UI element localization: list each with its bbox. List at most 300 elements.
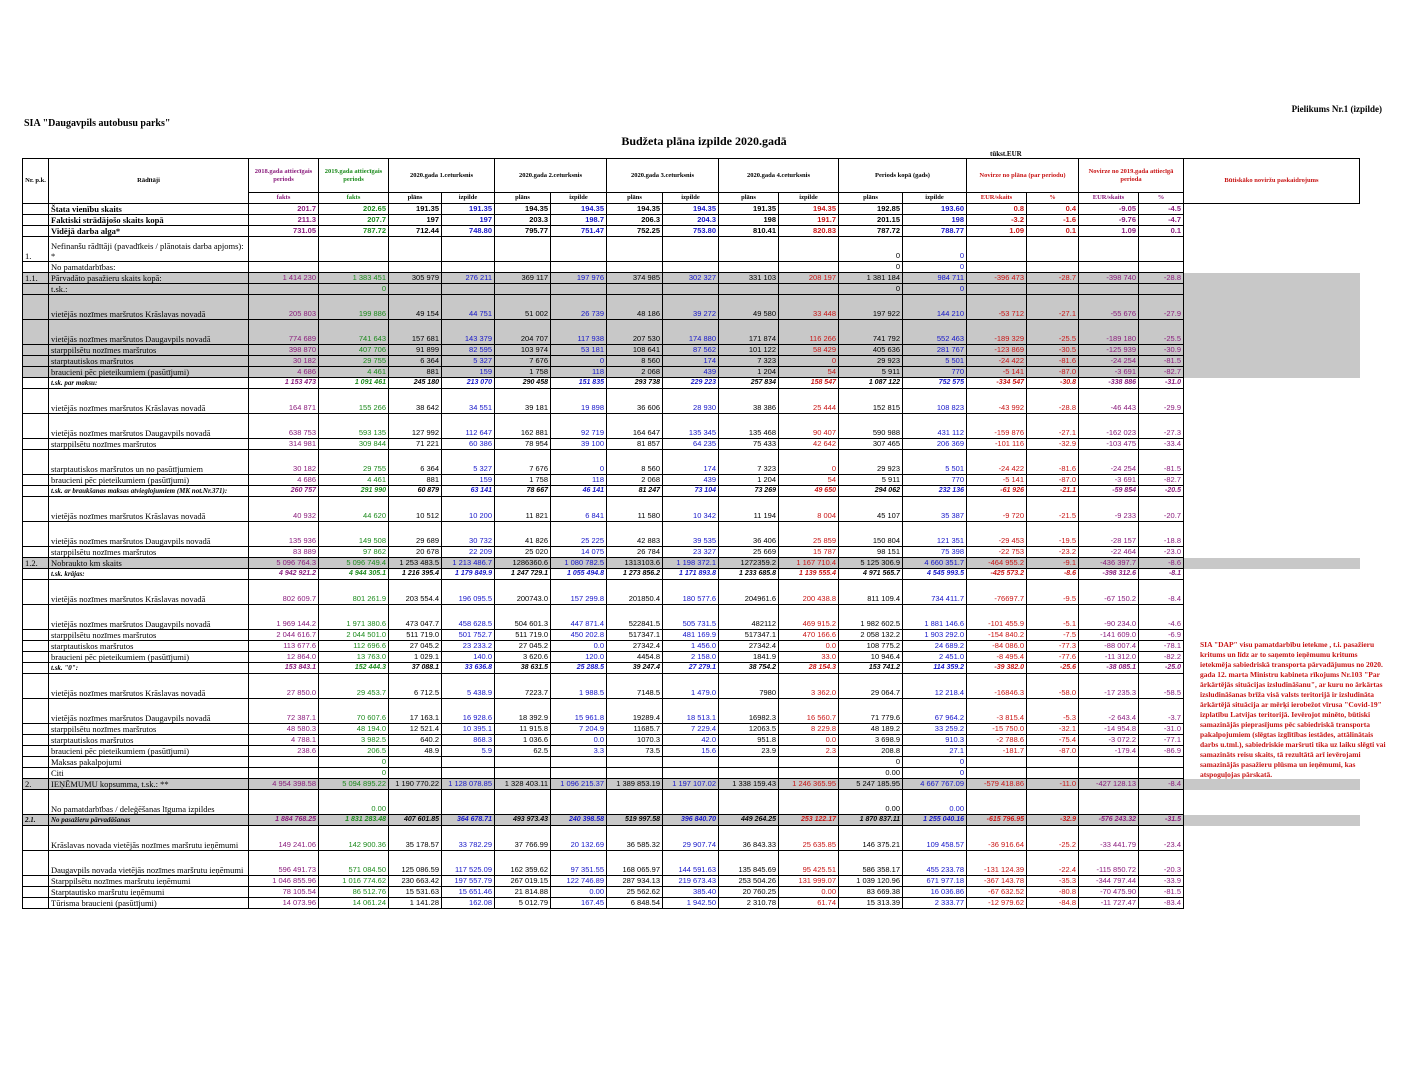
row-value: 36 585.32 xyxy=(607,826,663,851)
row-value: 219 673.43 xyxy=(663,876,719,887)
row-number: 2.1. xyxy=(23,815,49,826)
row-value: 8 004 xyxy=(779,497,839,522)
row-value: 1 383 451 xyxy=(319,273,389,284)
table-row xyxy=(23,378,1360,389)
row-value: 194.35 xyxy=(551,204,607,215)
row-value: -88 007.4 xyxy=(1079,641,1139,652)
row-value xyxy=(663,768,719,779)
row-value xyxy=(663,757,719,768)
row-value: 267 019.15 xyxy=(495,876,551,887)
row-value: 194.35 xyxy=(495,204,551,215)
row-value: 75 433 xyxy=(719,439,779,450)
row-value: 14 075 xyxy=(551,547,607,558)
row-value: 5 438.9 xyxy=(442,674,495,699)
row-value: 36 843.33 xyxy=(719,826,779,851)
row-value: 596 491.73 xyxy=(249,851,319,876)
row-value: 168 065.97 xyxy=(607,851,663,876)
row-value: 204961.6 xyxy=(719,580,779,605)
row-value: 787.72 xyxy=(319,226,389,237)
row-value: 198 xyxy=(719,215,779,226)
row-value: 150 804 xyxy=(839,522,903,547)
row-label: braucieni pēc pieteikumiem (pasūtījumi) xyxy=(49,746,249,757)
row-value: 17 163.1 xyxy=(389,699,442,724)
row-value: 230 663.42 xyxy=(389,876,442,887)
row-label: starptautiskos maršrutos un no pasūtījumiem xyxy=(49,450,249,475)
row-value: 309 844 xyxy=(319,439,389,450)
row-value: 143 379 xyxy=(442,320,495,345)
row-value: 25 020 xyxy=(495,547,551,558)
row-value: 473 047.7 xyxy=(389,605,442,630)
row-value: 302 327 xyxy=(663,273,719,284)
row-value: 196 095.5 xyxy=(442,580,495,605)
row-value: -29.9 xyxy=(1139,389,1184,414)
sub-fakts: fakts xyxy=(249,193,319,204)
row-value: -3.2 xyxy=(967,215,1027,226)
row-value xyxy=(495,790,551,815)
row-number xyxy=(23,367,49,378)
row-value xyxy=(389,790,442,815)
row-value: 1 198 372.1 xyxy=(663,558,719,569)
row-value xyxy=(1027,790,1079,815)
row-value: -81.5 xyxy=(1139,356,1184,367)
table-row xyxy=(23,439,1360,450)
row-value: 307 465 xyxy=(839,439,903,450)
row-value xyxy=(551,284,607,295)
row-value: 131 999.07 xyxy=(779,876,839,887)
header-dev-plan: Novirze no plāna (par periodu) xyxy=(967,159,1079,193)
row-value: 0 xyxy=(551,356,607,367)
row-value: -28.7 xyxy=(1027,273,1079,284)
row-number: 2. xyxy=(23,779,49,790)
row-value: 27.1 xyxy=(903,746,967,757)
table-row xyxy=(23,522,1360,547)
row-value: 83 889 xyxy=(249,547,319,558)
budget-table xyxy=(22,158,1360,909)
row-value xyxy=(967,757,1027,768)
row-value: -20.3 xyxy=(1139,851,1184,876)
row-value: 97 351.55 xyxy=(551,851,607,876)
row-value: 0 xyxy=(839,237,903,262)
row-value: 16 928.6 xyxy=(442,699,495,724)
row-label: Maksas pakalpojumi xyxy=(49,757,249,768)
row-value: 11 821 xyxy=(495,497,551,522)
row-value: 7980 xyxy=(719,674,779,699)
row-number xyxy=(23,699,49,724)
row-value: -396 473 xyxy=(967,273,1027,284)
row-value: 2.3 xyxy=(779,746,839,757)
row-label: starppilsētu nozīmes maršrutos xyxy=(49,547,249,558)
row-value: 1 988.5 xyxy=(551,674,607,699)
row-value: 83 669.38 xyxy=(839,887,903,898)
row-value: 1 831 283.48 xyxy=(319,815,389,826)
row-value: -11 312.0 xyxy=(1079,652,1139,663)
row-value: 108 641 xyxy=(607,345,663,356)
row-value: -2 643.4 xyxy=(1079,699,1139,724)
row-value: 951.8 xyxy=(719,735,779,746)
row-value: 48 186 xyxy=(607,295,663,320)
row-value: 49 650 xyxy=(779,486,839,497)
row-label: t.sk. krājas: xyxy=(49,569,249,580)
row-value: -20.7 xyxy=(1139,497,1184,522)
sub-izpilde: izpilde xyxy=(779,193,839,204)
row-value: -5 141 xyxy=(967,367,1027,378)
row-value: -615 796.95 xyxy=(967,815,1027,826)
row-value: 38 642 xyxy=(389,389,442,414)
row-value: 194.35 xyxy=(779,204,839,215)
row-number xyxy=(23,356,49,367)
row-value xyxy=(1079,790,1139,815)
row-value: -7.5 xyxy=(1027,630,1079,641)
row-label: Vidējā darba alga* xyxy=(49,226,249,237)
sub-plans: plāns xyxy=(389,193,442,204)
row-value: 0.8 xyxy=(967,204,1027,215)
row-value: -59 854 xyxy=(1079,486,1139,497)
row-value: 1.09 xyxy=(1079,226,1139,237)
row-value: 39 181 xyxy=(495,389,551,414)
row-value xyxy=(1079,768,1139,779)
row-value: 820.83 xyxy=(779,226,839,237)
row-label: Starptautisko maršrutu ieņēmumi xyxy=(49,887,249,898)
row-value xyxy=(551,757,607,768)
row-value: -23.2 xyxy=(1027,547,1079,558)
row-value: -8.4 xyxy=(1139,779,1184,790)
row-value: 0 xyxy=(319,768,389,779)
row-number: 1.2. xyxy=(23,558,49,569)
row-value: 439 xyxy=(663,475,719,486)
row-value: 770 xyxy=(903,367,967,378)
row-value: 38 386 xyxy=(719,389,779,414)
row-value: 910.3 xyxy=(903,735,967,746)
row-value: 20 678 xyxy=(389,547,442,558)
row-explanation xyxy=(1184,367,1360,378)
row-value: -14 954.8 xyxy=(1079,724,1139,735)
row-value: 287 934.13 xyxy=(607,876,663,887)
row-value: 4 942 921.2 xyxy=(249,569,319,580)
row-number xyxy=(23,663,49,674)
row-value: -8.4 xyxy=(1139,580,1184,605)
row-value: 198.7 xyxy=(551,215,607,226)
row-value: 0 xyxy=(319,284,389,295)
row-value: 203.3 xyxy=(495,215,551,226)
row-number xyxy=(23,851,49,876)
row-value: 205 803 xyxy=(249,295,319,320)
row-value xyxy=(1139,757,1184,768)
row-value: 4 944 305.1 xyxy=(319,569,389,580)
row-number xyxy=(23,790,49,815)
row-value xyxy=(607,284,663,295)
row-value: -103 475 xyxy=(1079,439,1139,450)
row-value: 34 551 xyxy=(442,389,495,414)
row-value: -81.5 xyxy=(1139,887,1184,898)
row-value: 25 444 xyxy=(779,389,839,414)
row-number xyxy=(23,295,49,320)
row-explanation xyxy=(1184,320,1360,345)
row-label: No pasažieru pārvadāšanas xyxy=(49,815,249,826)
row-value xyxy=(442,757,495,768)
row-value: 1 273 856.2 xyxy=(607,569,663,580)
row-value: 95 425.51 xyxy=(779,851,839,876)
row-value: -9.76 xyxy=(1079,215,1139,226)
row-number xyxy=(23,204,49,215)
row-value: 54 xyxy=(779,367,839,378)
row-value: -8.6 xyxy=(1139,558,1184,569)
row-value: 2 044 616.7 xyxy=(249,630,319,641)
row-value: 1 338 159.43 xyxy=(719,779,779,790)
row-value: 6 364 xyxy=(389,356,442,367)
row-value: 552 463 xyxy=(903,320,967,345)
row-value xyxy=(551,262,607,273)
row-value: 49 154 xyxy=(389,295,442,320)
row-value: 180 577.6 xyxy=(663,580,719,605)
row-label: starptautiskos maršrutos xyxy=(49,641,249,652)
row-value: 511 719.0 xyxy=(389,630,442,641)
row-value: 191.7 xyxy=(779,215,839,226)
row-value xyxy=(1139,790,1184,815)
row-value: 127 992 xyxy=(389,414,442,439)
row-value: -22 753 xyxy=(967,547,1027,558)
row-value: 120.0 xyxy=(551,652,607,663)
row-value: 0 xyxy=(903,284,967,295)
row-value: 4 954 398.58 xyxy=(249,779,319,790)
header-dev-prev: Novirze no 2019.gada attiecīgā perioda xyxy=(1079,159,1184,193)
row-value: 122 746.89 xyxy=(551,876,607,887)
row-value: 33 636.8 xyxy=(442,663,495,674)
row-value: 112 696.6 xyxy=(319,641,389,652)
row-value: -58.5 xyxy=(1139,674,1184,699)
row-value: 1 080 782.5 xyxy=(551,558,607,569)
row-value: -31.0 xyxy=(1139,378,1184,389)
row-value: -123 869 xyxy=(967,345,1027,356)
page-title: Budžeta plāna izpilde 2020.gadā xyxy=(621,134,787,148)
row-value: -30.5 xyxy=(1027,345,1079,356)
row-value: 2 333.77 xyxy=(903,898,967,909)
row-value: 42.0 xyxy=(663,735,719,746)
row-value: -31.5 xyxy=(1139,815,1184,826)
row-value: 6 364 xyxy=(389,450,442,475)
row-value: 12 521.4 xyxy=(389,724,442,735)
row-value: 206.3 xyxy=(607,215,663,226)
row-value: -58.0 xyxy=(1027,674,1079,699)
sub-pct: % xyxy=(1139,193,1184,204)
row-value: 29 923 xyxy=(839,356,903,367)
row-explanation xyxy=(1184,215,1360,226)
row-value: -32.1 xyxy=(1027,724,1079,735)
row-value: 2 044 501.0 xyxy=(319,630,389,641)
table-row xyxy=(23,486,1360,497)
row-value: 19289.4 xyxy=(607,699,663,724)
row-value: 481 169.9 xyxy=(663,630,719,641)
row-label: vietējās nozīmes maršrutos Daugavpils novadā xyxy=(49,522,249,547)
row-explanation xyxy=(1184,204,1360,215)
row-value: 10 342 xyxy=(663,497,719,522)
row-value: -76697.7 xyxy=(967,580,1027,605)
row-value: 1 246 365.95 xyxy=(779,779,839,790)
row-value: 4 660 351.7 xyxy=(903,558,967,569)
row-value: 25 859 xyxy=(779,522,839,547)
row-value: 26 739 xyxy=(551,295,607,320)
row-value: 5 125 306.9 xyxy=(839,558,903,569)
row-value: 192.85 xyxy=(839,204,903,215)
row-value: 260 757 xyxy=(249,486,319,497)
row-value: 44 751 xyxy=(442,295,495,320)
table-row xyxy=(23,641,1360,652)
row-value: 211.3 xyxy=(249,215,319,226)
row-value: 449 264.25 xyxy=(719,815,779,826)
row-value xyxy=(1027,262,1079,273)
row-value: 158 547 xyxy=(779,378,839,389)
row-value: 1 253 483.5 xyxy=(389,558,442,569)
row-value: -43 992 xyxy=(967,389,1027,414)
row-value: 458 628.5 xyxy=(442,605,495,630)
row-value: 1 039 120.96 xyxy=(839,876,903,887)
row-value: -32.9 xyxy=(1027,439,1079,450)
row-value: 1 141.28 xyxy=(389,898,442,909)
row-value: 5 012.79 xyxy=(495,898,551,909)
row-value: -9.1 xyxy=(1027,558,1079,569)
row-value: 151 835 xyxy=(551,378,607,389)
row-value: 38 631.5 xyxy=(495,663,551,674)
row-value: 0.00 xyxy=(839,768,903,779)
row-explanation xyxy=(1184,522,1360,547)
row-value: -82.7 xyxy=(1139,475,1184,486)
row-value: 1 213 486.7 xyxy=(442,558,495,569)
row-value: -5.1 xyxy=(1027,605,1079,630)
row-label: starppilsētu nozīmes maršrutos xyxy=(49,630,249,641)
row-value: 374 985 xyxy=(607,273,663,284)
row-value: -338 886 xyxy=(1079,378,1139,389)
row-value xyxy=(1027,768,1079,779)
row-value: 314 981 xyxy=(249,439,319,450)
row-value: -22.4 xyxy=(1027,851,1079,876)
row-value: -101 116 xyxy=(967,439,1027,450)
row-value: 795.77 xyxy=(495,226,551,237)
row-value: -9.05 xyxy=(1079,204,1139,215)
sub-eur: EUR/skaits xyxy=(1079,193,1139,204)
row-value: 10 946.4 xyxy=(839,652,903,663)
header-2019: 2019.gada attiecīgais periods xyxy=(319,159,389,193)
table-row xyxy=(23,674,1360,699)
table-row xyxy=(23,237,1360,262)
row-value: 22 209 xyxy=(442,547,495,558)
row-value xyxy=(779,262,839,273)
row-label: Daugavpils novada vietējās nozīmes maršrutu ieņēmumi xyxy=(49,851,249,876)
row-value: -131 124.39 xyxy=(967,851,1027,876)
row-value: 29 064.7 xyxy=(839,674,903,699)
row-value: 67 964.2 xyxy=(903,699,967,724)
row-value: 29 907.74 xyxy=(663,826,719,851)
row-value: 29 689 xyxy=(389,522,442,547)
row-value: -3 691 xyxy=(1079,367,1139,378)
row-number xyxy=(23,641,49,652)
row-value: -6.9 xyxy=(1139,630,1184,641)
row-value: 1 087 122 xyxy=(839,378,903,389)
row-value: 42 642 xyxy=(779,439,839,450)
row-explanation xyxy=(1184,450,1360,475)
row-value: -24 254 xyxy=(1079,450,1139,475)
row-value: 431 112 xyxy=(903,414,967,439)
row-value: -8 495.4 xyxy=(967,652,1027,663)
row-value: 23 327 xyxy=(663,547,719,558)
row-value: 174 xyxy=(663,356,719,367)
row-value: 741 643 xyxy=(319,320,389,345)
row-value: 0.0 xyxy=(779,735,839,746)
row-value: 28 154.3 xyxy=(779,663,839,674)
row-value: 517347.1 xyxy=(607,630,663,641)
row-value: 159 xyxy=(442,475,495,486)
sub-izpilde: izpilde xyxy=(663,193,719,204)
row-value: -38 085.1 xyxy=(1079,663,1139,674)
row-value: 25 225 xyxy=(551,522,607,547)
table-row xyxy=(23,724,1360,735)
row-value xyxy=(389,768,442,779)
row-value: -33 441.79 xyxy=(1079,826,1139,851)
row-label: vietējās nozīmes maršrutos Daugavpils novadā xyxy=(49,414,249,439)
row-value: 4 667 767.09 xyxy=(903,779,967,790)
table-row xyxy=(23,790,1360,815)
row-value: 152 815 xyxy=(839,389,903,414)
row-value: -87.0 xyxy=(1027,475,1079,486)
row-value: 1 942.50 xyxy=(663,898,719,909)
row-value: -8.6 xyxy=(1027,569,1079,580)
row-value xyxy=(1027,284,1079,295)
row-value: 1 870 837.11 xyxy=(839,815,903,826)
row-number xyxy=(23,887,49,898)
row-value: 8 560 xyxy=(607,450,663,475)
row-value: 7148.5 xyxy=(607,674,663,699)
row-value: -87.0 xyxy=(1027,367,1079,378)
row-value: 5 096 749.4 xyxy=(319,558,389,569)
row-value: -16846.3 xyxy=(967,674,1027,699)
row-value xyxy=(719,768,779,779)
row-value: 62.5 xyxy=(495,746,551,757)
row-value: 571 084.50 xyxy=(319,851,389,876)
row-explanation xyxy=(1184,815,1360,826)
sub-plans: plāns xyxy=(839,193,903,204)
row-value: 26 784 xyxy=(607,547,663,558)
row-value: 801 261.9 xyxy=(319,580,389,605)
row-value: 197 922 xyxy=(839,295,903,320)
row-value: 27 045.2 xyxy=(389,641,442,652)
row-value: -189 180 xyxy=(1079,320,1139,345)
row-value: 191.35 xyxy=(389,204,442,215)
row-value: 70 607.6 xyxy=(319,699,389,724)
row-explanation xyxy=(1184,389,1360,414)
header-q2: 2020.gada 2.ceturksnis xyxy=(495,159,607,193)
row-value: 27 279.1 xyxy=(663,663,719,674)
row-value: 0 xyxy=(839,262,903,273)
row-value: -81.6 xyxy=(1027,356,1079,367)
table-row xyxy=(23,887,1360,898)
row-value: 15 961.8 xyxy=(551,699,607,724)
row-label: starppilsētu nozīmes maršrutos xyxy=(49,345,249,356)
row-number xyxy=(23,826,49,851)
row-value: -23.4 xyxy=(1139,826,1184,851)
row-value: 38 754.2 xyxy=(719,663,779,674)
row-value: 1 381 184 xyxy=(839,273,903,284)
row-value xyxy=(779,757,839,768)
row-number xyxy=(23,898,49,909)
row-value: 1 204 xyxy=(719,475,779,486)
row-value: -398 312.6 xyxy=(1079,569,1139,580)
row-value: 116 266 xyxy=(779,320,839,345)
row-value: 7223.7 xyxy=(495,674,551,699)
row-value: 1 758 xyxy=(495,367,551,378)
row-value: 586 358.17 xyxy=(839,851,903,876)
row-value: 197 xyxy=(389,215,442,226)
row-value: 203 554.4 xyxy=(389,580,442,605)
row-value: -81.6 xyxy=(1027,450,1079,475)
row-value: 450 202.8 xyxy=(551,630,607,641)
